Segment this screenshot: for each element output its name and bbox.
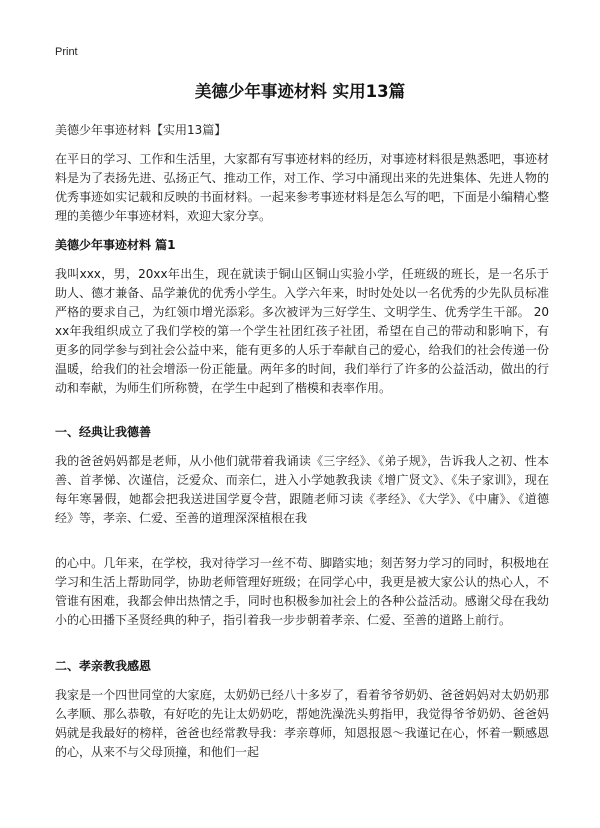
intro-paragraph: 在平日的学习、工作和生活里，大家都有写事迹材料的经历，对事迹材料很是熟悉吧，事迹材料是为了表扬先进、弘扬正气、推动工作，对工作、学习中涌现出来的先进集体、先进人物的优秀事迹如实记载和反映的书面材料。一起来参考事迹材料是怎么写的吧，下面是小编精心整理的美德少年事迹材料，欢迎大家分享。 <box>55 152 549 223</box>
section-heading-1: 美德少年事迹材料 篇1 <box>55 238 176 252</box>
print-label[interactable]: Print <box>55 46 78 58</box>
document-title: 美德少年事迹材料 实用13篇 <box>194 82 406 101</box>
section-heading-2: 一、经典让我德善 <box>55 425 152 439</box>
section2-paragraph-1: 我的爸爸妈妈都是老师，从小他们就带着我诵读《三字经》、《弟子规》，告诉我人之初、性本善、首孝悌、次谨信，泛爱众、而亲仁，进入小学她教我读《增广贤文》、《朱子家训》，现在每年寒暑假，她都会把我送进国学夏令营，跟随老师习读《孝经》、《大学》、《中庸》、《道德经》等，孝亲、仁爱、至善的道理深深植根在我 <box>55 454 549 525</box>
section-heading-3: 二、孝亲教我感恩 <box>55 659 152 673</box>
section2-paragraph-2: 的心中。几年来，在学校，我对待学习一丝不苟、脚踏实地；刻苦努力学习的同时，积极地在学习和生活上帮助同学，协助老师管理好班级；在同学心中，我更是被大家公认的热心人，不管谁有困难，我都会伸出热情之手，同时也积极参加社会上的各种公益活动。感谢父母在我幼小的心田播下圣贤经典的种子，指引着我一步步朝着孝亲、仁爱、至善的道路上前行。 <box>55 556 549 627</box>
document-subtitle: 美德少年事迹材料【实用13篇】 <box>55 123 227 137</box>
section1-paragraph: 我叫xxx，男，20xx年出生，现在就读于铜山区铜山实验小学，任班级的班长，是一名乐于助人、德才兼备、品学兼优的优秀小学生。入学六年来，时时处处以一名优秀的少先队员标准严格的要求自己，为红领巾增光添彩。多次被评为三好学生、文明学生、优秀学生干部。 20xx年我组织成立了我们学校的第一个学生社团红孩子社团，希望在自己的带动和影响下，有更多的同学参与到社会公益中来，能有更多的人乐于奉献自己的爱心，给我们的社会传递一份温暖，给我们的社会增添一份正能量。两年多的时间，我们举行了许多的公益活动，做出的行动和奉献，为师生们所称赞，在学生中起到了楷模和表率作用。 <box>55 267 549 395</box>
section3-paragraph: 我家是一个四世同堂的大家庭，太奶奶已经八十多岁了，看着爷爷奶奶、爸爸妈妈对太奶奶那么孝顺、那么恭敬，有好吃的先让太奶奶吃，帮她洗澡洗头剪指甲，我觉得爷爷奶奶、爸爸妈妈就是我最好的榜样，爸爸也经常教导我：孝亲尊师，知恩报恩～我谨记在心，怀着一颗感恩的心，从来不与父母顶撞，和他们一起 <box>55 688 549 759</box>
